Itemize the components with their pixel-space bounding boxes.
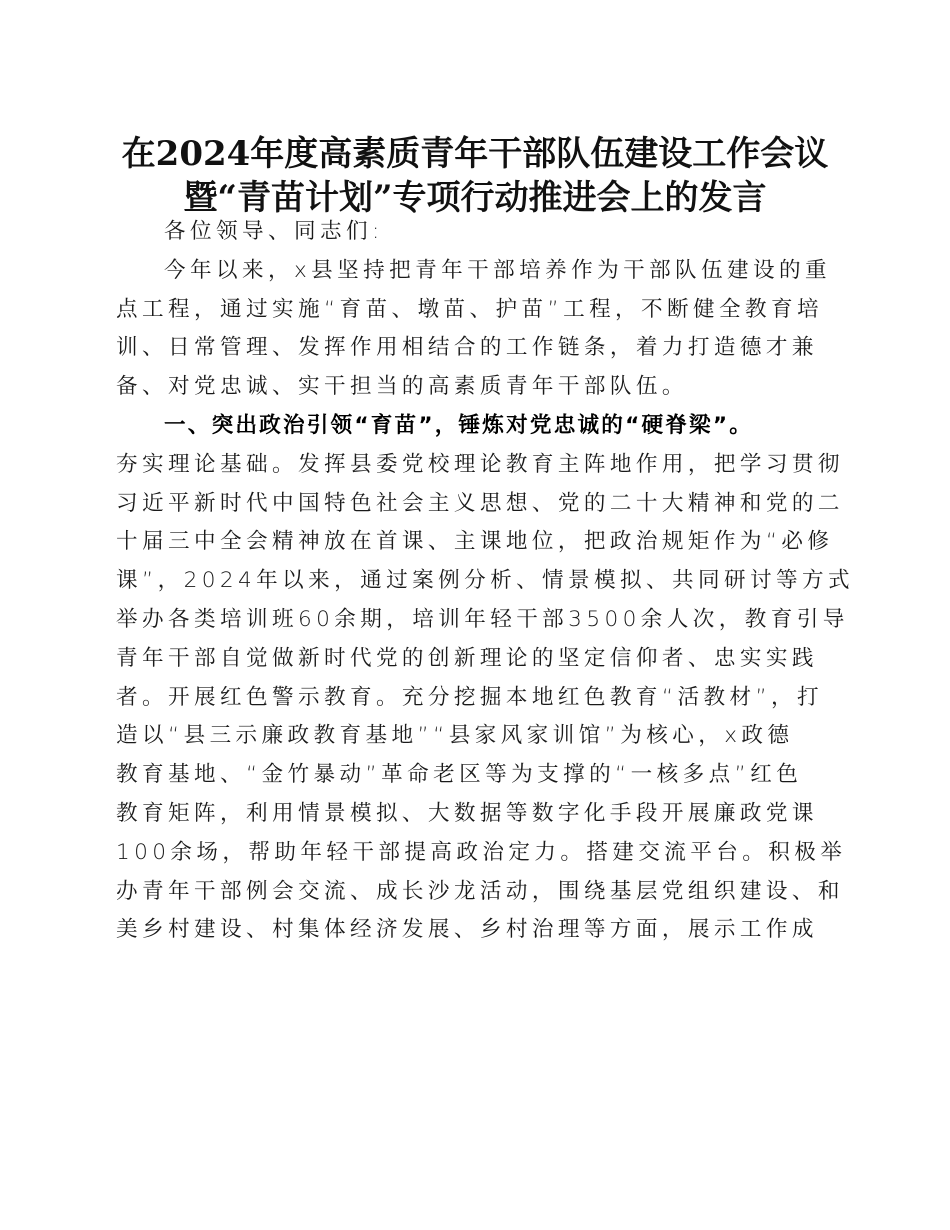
section-line: 夯实理论基础。发挥县委党校理论教育主阵地作用，把学习贯彻 xyxy=(116,451,844,477)
section-line: 青年干部自觉做新时代党的创新理论的坚定信仰者、忠实实践 xyxy=(116,645,818,671)
section-heading-1: 一、突出政治引领“育苗”，锤炼对党忠诚的“硬脊梁”。 xyxy=(164,412,754,438)
section-line: 办青年干部例会交流、成长沙龙活动，围绕基层党组织建设、和 xyxy=(116,878,844,904)
section-line: 造以“县三示廉政教育基地”“县家风家训馆”为核心，x政德 xyxy=(116,723,794,749)
intro-line: 点工程，通过实施“育苗、墩苗、护苗”工程，不断健全教育培 xyxy=(116,296,824,322)
section-line: 教育基地、“金竹暴动”革命老区等为支撑的“一核多点”红色 xyxy=(116,762,803,788)
section-line: 100余场，帮助年轻干部提高政治定力。搭建交流平台。积极举 xyxy=(116,839,847,865)
section-line: 教育矩阵，利用情景模拟、大数据等数字化手段开展廉政党课 xyxy=(116,800,818,826)
intro-line: 训、日常管理、发挥作用相结合的工作链条，着力打造德才兼 xyxy=(116,335,818,361)
section-line: 习近平新时代中国特色社会主义思想、党的二十大精神和党的二 xyxy=(116,490,844,516)
section-line: 者。开展红色警示教育。充分挖掘本地红色教育“活教材”，打 xyxy=(116,684,824,710)
salutation: 各位领导、同志们: xyxy=(164,219,384,244)
section-line: 课”，2024年以来，通过案例分析、情景模拟、共同研讨等方式 xyxy=(116,568,854,594)
title-line-2: 暨“青苗计划”专项行动推进会上的发言 xyxy=(183,178,767,218)
section-line: 十届三中全会精神放在首课、主课地位，把政治规矩作为“必修 xyxy=(116,529,834,555)
section-line: 举办各类培训班60余期，培训年轻干部3500余人次，教育引导 xyxy=(116,606,849,632)
document-title xyxy=(100,132,850,220)
section-line: 美乡村建设、村集体经济发展、乡村治理等方面，展示工作成 xyxy=(116,917,818,943)
title-line-1: 在2024年度高素质青年干部队伍建设工作会议 xyxy=(121,134,829,174)
intro-line: 今年以来，x县坚持把青年干部培养作为干部队伍建设的重 xyxy=(164,257,832,283)
document-body xyxy=(116,213,854,950)
intro-line: 备、对党忠诚、实干担当的高素质青年干部队伍。 xyxy=(116,374,688,400)
